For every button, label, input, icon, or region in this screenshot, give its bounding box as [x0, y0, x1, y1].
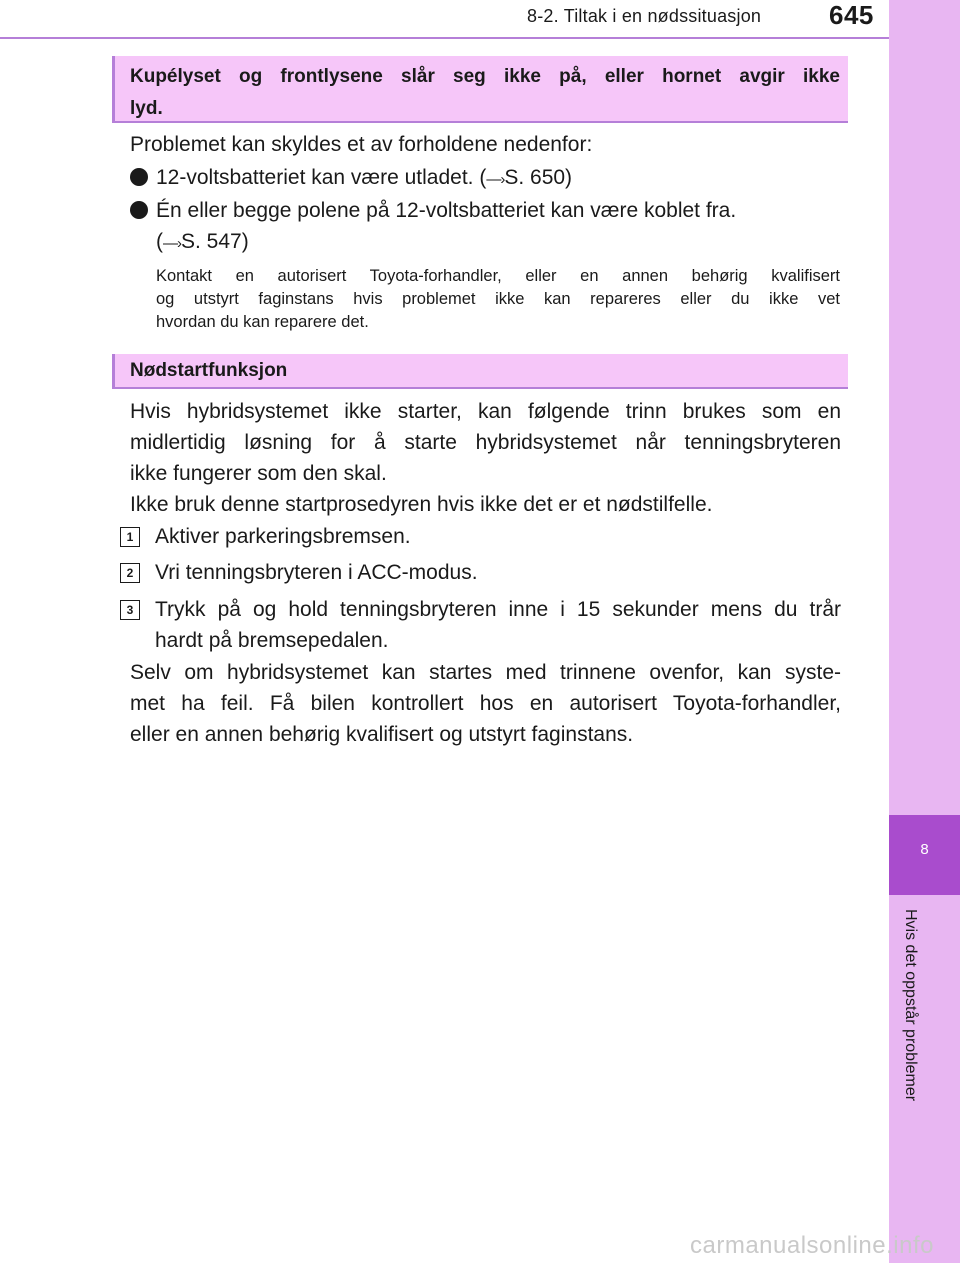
section-heading-text: Nødstartfunksjon	[130, 360, 288, 381]
section2-intro	[130, 396, 841, 520]
section-title: 8-2. Tiltak i en nødssituasjon	[527, 6, 762, 26]
step-number-box: 2	[120, 563, 140, 583]
note-line: og utstyrt faginstans hvis problemet ikke kan repareres eller du ikke vet	[156, 290, 840, 308]
step-number-box: 1	[120, 527, 140, 547]
section-heading-interior-lights	[112, 56, 848, 123]
bullet-icon	[130, 201, 148, 219]
heading-line-1: Kupélyset og frontlysene slår seg ikke på, eller hornet avgir ikke	[130, 66, 840, 87]
page-number: 645	[829, 0, 874, 30]
page-reference: S. 547)	[181, 230, 249, 253]
bullet-item-terminals-disconnected: Én eller begge polene på 12-voltsbatteriet kan være koblet fra.	[156, 199, 737, 222]
section1-intro: Problemet kan skyldes et av forholdene nedenfor:	[130, 133, 593, 156]
heading-line-2: lyd.	[130, 98, 163, 119]
arrow-right-icon: —›	[163, 235, 181, 252]
note-line: hvordan du kan reparere det.	[156, 313, 369, 331]
step-3-text	[155, 594, 841, 656]
arrow-right-icon: —›	[486, 171, 505, 188]
chapter-title-container	[889, 905, 960, 1155]
dealer-note	[156, 265, 840, 334]
section-heading-emergency-start	[112, 354, 848, 389]
intro-line: Ikke bruk denne startprosedyren hvis ikke det er et nødstilfelle.	[130, 493, 713, 516]
intro-line: Hvis hybridsystemet ikke starter, kan følgende trinn brukes som en	[130, 400, 841, 423]
page-reference: S. 650)	[504, 166, 573, 189]
watermark: carmanualsonline.info	[690, 1232, 934, 1259]
outro-line: eller en annen behørig kvalifisert og utstyrt faginstans.	[130, 723, 634, 746]
bullet-icon	[130, 168, 148, 186]
ref-open-paren: (	[156, 230, 163, 253]
outro-line: Selv om hybridsystemet kan startes med trinnene ovenfor, kan syste-	[130, 661, 841, 684]
note-line: Kontakt en autorisert Toyota-forhandler, eller en annen behørig kvalifisert	[156, 267, 840, 285]
section2-outro	[130, 657, 841, 750]
chapter-number: 8	[920, 841, 929, 858]
step-line: Trykk på og hold tenningsbryteren inne i 15 sekunder mens du trår	[155, 598, 841, 621]
intro-line: ikke fungerer som den skal.	[130, 462, 387, 485]
step-2-text: Vri tenningsbryteren i ACC-modus.	[155, 561, 478, 584]
header-rule	[0, 37, 889, 39]
step-number-box: 3	[120, 600, 140, 620]
bullet-item-battery-discharged	[156, 162, 572, 195]
outro-line: met ha feil. Få bilen kontrollert hos en autorisert Toyota-forhandler,	[130, 692, 841, 715]
step-1-text: Aktiver parkeringsbremsen.	[155, 525, 411, 548]
bullet-ref-line	[156, 226, 249, 259]
chapter-title: Hvis det oppstår problemer	[902, 909, 919, 1102]
intro-line: midlertidig løsning for å starte hybridsystemet når tenningsbryteren	[130, 431, 841, 454]
step-line: hardt på bremsepedalen.	[155, 629, 389, 652]
bullet-text: 12-voltsbatteriet kan være utladet. (	[156, 166, 487, 189]
section-heading-text	[130, 61, 840, 125]
